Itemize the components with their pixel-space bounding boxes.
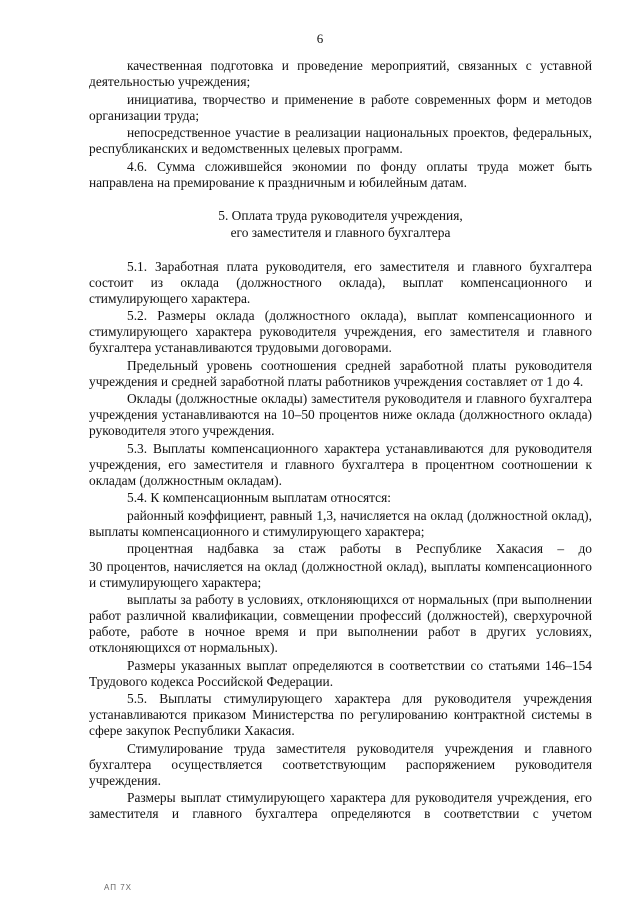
paragraph: непосредственное участие в реализации национальных проектов, федеральных, республиканских и ведомственных целевых программ. xyxy=(89,125,592,156)
paragraph: 5.4. К компенсационным выплатам относятся: xyxy=(127,490,392,505)
paragraph: Размеры выплат стимулирующего характера для руководителя учреждения, его заместителя и главного бухгалтера определяются в соответствии с учетом xyxy=(89,790,592,821)
paragraph: районный коэффициент, равный 1,3, начисляется на оклад (должностной оклад), выплаты компенсационного и стимулирующего характера; xyxy=(89,507,592,539)
section-title xyxy=(89,207,592,241)
paragraph: процентная надбавка за стаж работы в Республике Хакасия – до xyxy=(127,541,592,556)
paragraph: Размеры указанных выплат определяются в соответствии со статьями 146–154 Трудового кодекса Российской Федерации. xyxy=(89,657,592,689)
paragraph: 30 процентов, начисляется на оклад (должностной оклад), выплаты компенсационного и стимулирующего характера; xyxy=(89,558,592,590)
paragraph: 5.5. Выплаты стимулирующего характера для руководителя учреждения устанавливаются приказом Министерства по регулированию контрактной системы в сфере закупок Республики Хакасия. xyxy=(89,691,592,738)
page-number: 6 xyxy=(316,31,324,46)
paragraph: Предельный уровень соотношения средней заработной платы руководителя учреждения и средней заработной платы работников учреждения составляет от 1 до 4. xyxy=(89,357,592,389)
paragraph: 5.3. Выплаты компенсационного характера устанавливаются для руководителя учреждения, его заместителя и главного бухгалтера в процентном соотношении к окладам (должностным окладам). xyxy=(89,440,592,488)
paragraph: Стимулирование труда заместителя руководителя учреждения и главного бухгалтера осуществляется соответствующим распоряжением руководителя учреждения. xyxy=(89,740,592,788)
section-title-line: его заместителя и главного бухгалтера xyxy=(230,224,451,240)
paragraph: 5.1. Заработная плата руководителя, его заместителя и главного бухгалтера состоит из оклада (должностного оклада), выплат компенсационного и стимулирующего характера. xyxy=(89,258,592,306)
paragraph: 5.2. Размеры оклада (должностного оклада), выплат компенсационного и стимулирующего характера руководителя учреждения, его заместителя и главного бухгалтера устанавливаются трудовыми договорами. xyxy=(89,308,592,355)
paragraph: Оклады (должностные оклады) заместителя руководителя и главного бухгалтера учреждения устанавливаются на 10–50 процентов ниже оклада (должностного оклада) руководителя этого учреждения. xyxy=(89,391,592,438)
section-title-line: 5. Оплата труда руководителя учреждения, xyxy=(218,207,463,223)
paragraph: выплаты за работу в условиях, отклоняющихся от нормальных (при выполнении работ различной квалификации, совмещении профессий (должностей), сверхурочной работе, работе в ночное время и при выполнении работ в других условиях, отклоняющихся от нормальных). xyxy=(89,592,592,655)
paragraph: инициатива, творчество и применение в работе современных форм и методов организации труда; xyxy=(89,91,592,123)
paragraph: качественная подготовка и проведение мероприятий, связанных с уставной деятельностью учреждения; xyxy=(89,58,592,89)
paragraph: 4.6. Сумма сложившейся экономии по фонду оплаты труда может быть направлена на премирование к праздничным и юбилейным датам. xyxy=(89,158,592,190)
document-body xyxy=(89,58,592,824)
footer-mark: АП 7Х xyxy=(104,883,133,892)
